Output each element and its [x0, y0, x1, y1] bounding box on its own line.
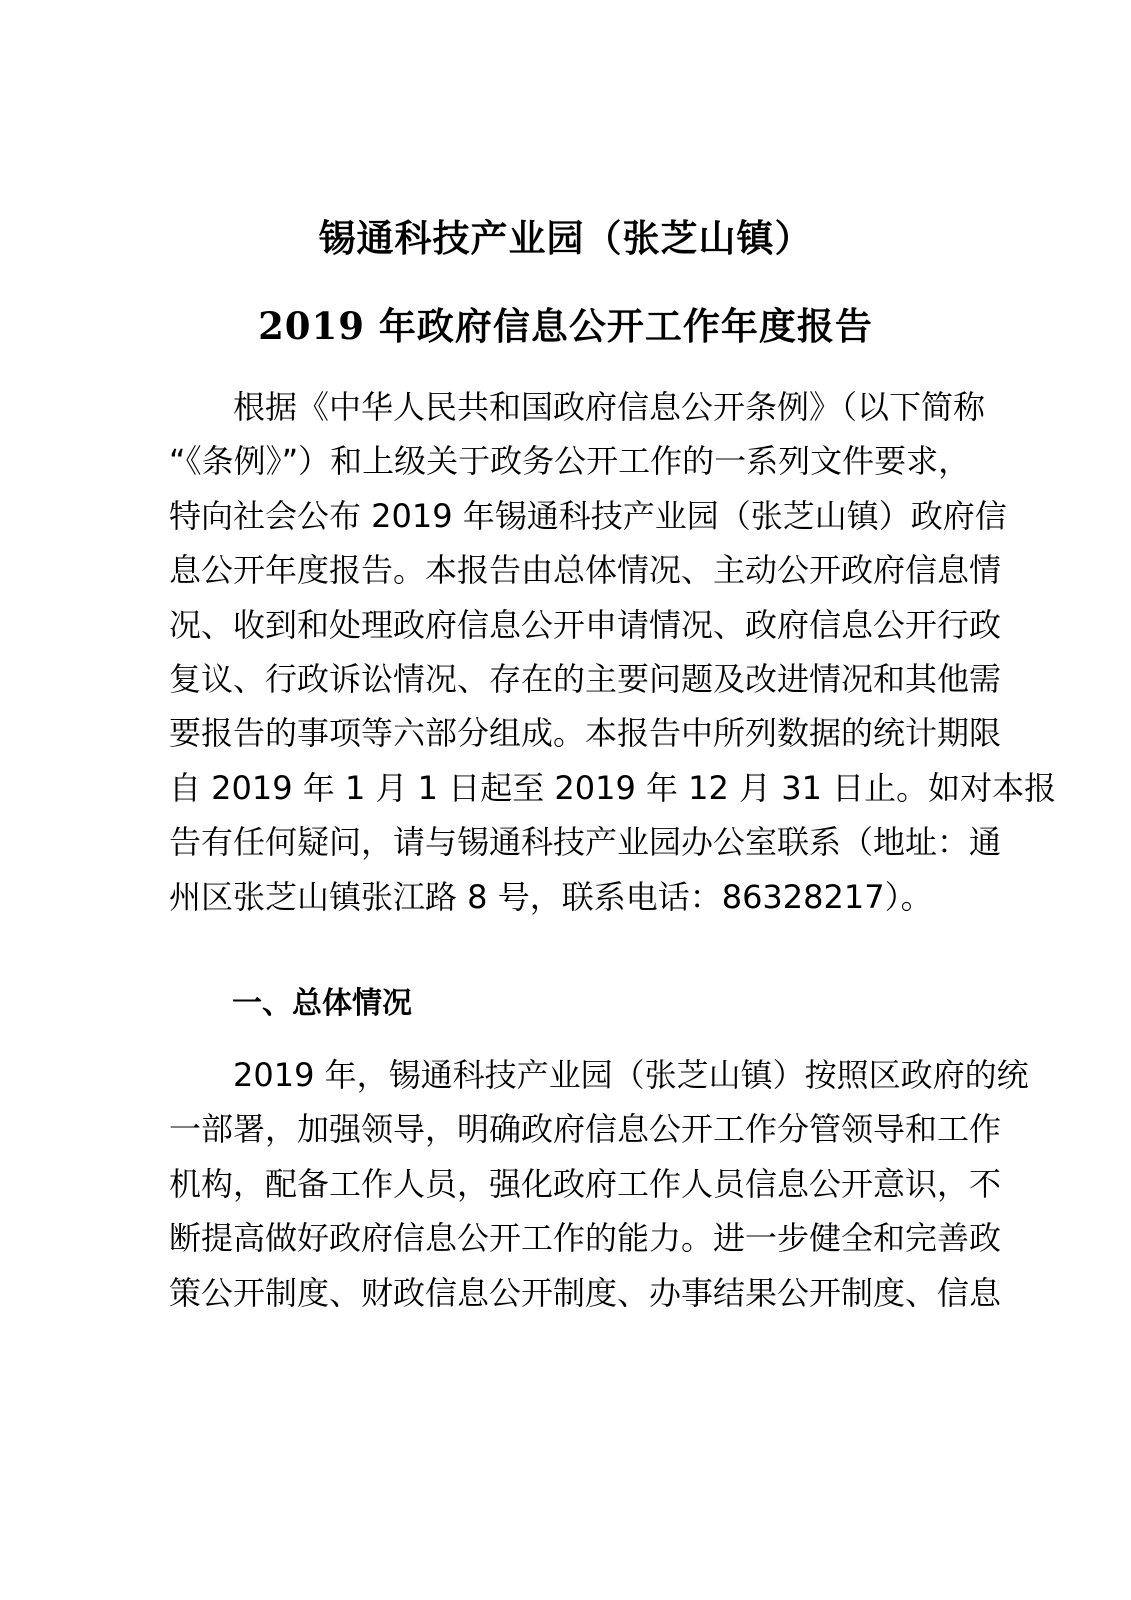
report-title-line-2: 2019 年政府信息公开工作年度报告	[258, 304, 873, 348]
overview-paragraph	[169, 1048, 1029, 1320]
text-line: 况、收到和处理政府信息公开申请情况、政府信息公开行政	[169, 605, 1002, 644]
text-line: 机构，配备工作人员，强化政府工作人员信息公开意识，不	[169, 1164, 1002, 1203]
text-line: 特向社会公布 2019 年锡通科技产业园（张芝山镇）政府信	[169, 496, 1007, 535]
report-title-line-1: 锡通科技产业园（张芝山镇）	[318, 216, 813, 260]
section-heading-overview: 一、总体情况	[232, 986, 412, 1021]
text-line: 根据《中华人民共和国政府信息公开条例》（以下简称	[169, 388, 986, 426]
text-line: 复议、行政诉讼情况、存在的主要问题及改进情况和其他需	[169, 659, 1002, 698]
text-line: 2019 年，锡通科技产业园（张芝山镇）按照区政府的统	[169, 1056, 1029, 1094]
text-line: 息公开年度报告。本报告由总体情况、主动公开政府信息情	[169, 551, 1002, 590]
intro-paragraph	[169, 380, 1057, 924]
text-line: 州区张芝山镇张江路 8 号，联系电话：86328217）。	[169, 877, 933, 916]
text-line: 一部署，加强领导，明确政府信息公开工作分管领导和工作	[169, 1110, 1002, 1149]
text-line: “《条例》”）和上级关于政务公开工作的一系列文件要求，	[169, 442, 971, 481]
text-line: 断提高做好政府信息公开工作的能力。进一步健全和完善政	[169, 1219, 1002, 1258]
text-line: 自 2019 年 1 月 1 日起至 2019 年 12 月 31 日止。如对本报	[169, 768, 1057, 807]
text-line: 要报告的事项等六部分组成。本报告中所列数据的统计期限	[169, 714, 1002, 753]
text-line: 策公开制度、财政信息公开制度、办事结果公开制度、信息	[169, 1273, 1002, 1312]
text-line: 告有任何疑问，请与锡通科技产业园办公室联系（地址：通	[169, 823, 1002, 862]
